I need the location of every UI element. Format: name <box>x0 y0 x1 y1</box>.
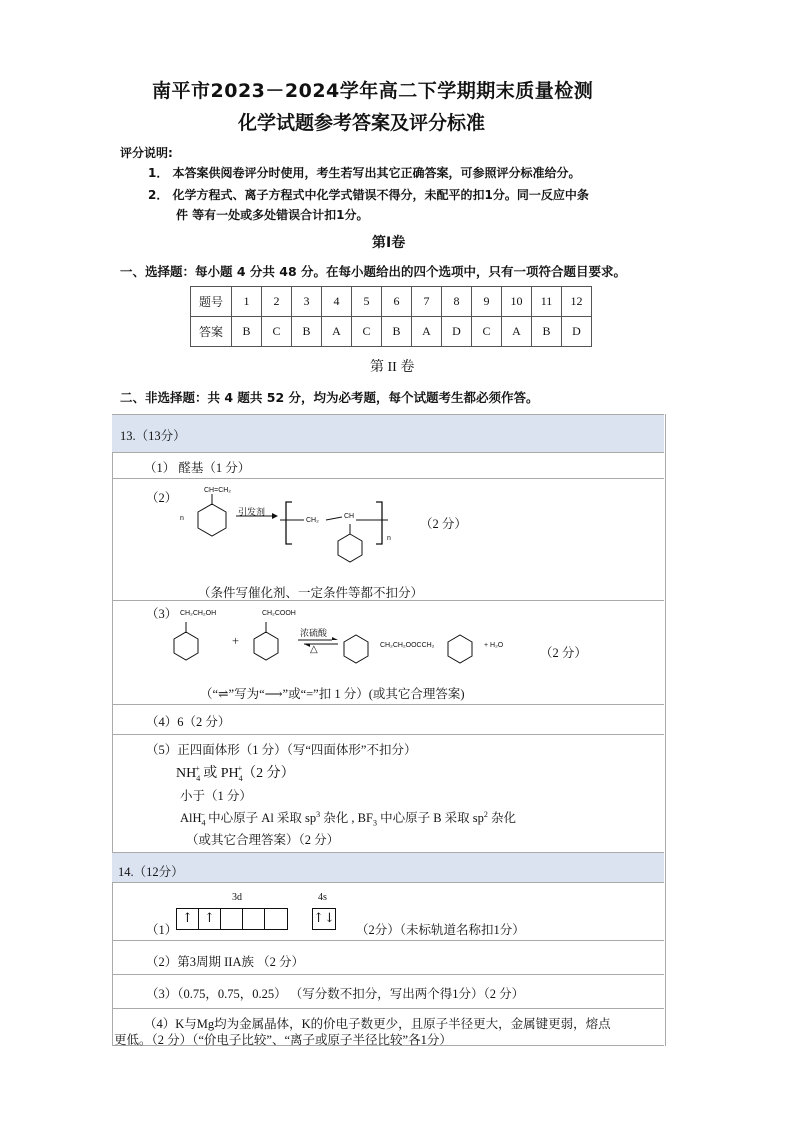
question-cell: 7 <box>412 287 442 317</box>
page-title: 南平市2023－2024学年高二下学期期末质量检测 <box>152 80 594 102</box>
polymer-ch2: CH₂ <box>306 517 319 524</box>
q14-part3: （3）（0.75，0.75，0.25） （写分数不扣分，写出两个得1分）（2 分） <box>146 987 525 1001</box>
orbital-cell: ↑↓ <box>313 911 335 926</box>
section-2-heading: 二、非选择题：共 4 题共 52 分，均为必考题，每个试题考生都必须作答。 <box>120 390 539 405</box>
heat-condition: △ <box>310 644 318 655</box>
polymerization-equation <box>180 484 400 568</box>
answer-cell: A <box>502 317 532 347</box>
answer-cell: D <box>562 317 592 347</box>
q13-header-band <box>112 414 664 452</box>
q13-part5-line4: 小于（1 分） <box>180 789 252 803</box>
esterification-equation <box>170 608 490 668</box>
orbital-4s-box <box>312 908 336 930</box>
grading-note-2-cont: 件 等有一处或多处错误合计扣1分。 <box>176 208 369 222</box>
question-cell: 8 <box>442 287 472 317</box>
answer-cell: D <box>442 317 472 347</box>
question-cell: 5 <box>352 287 382 317</box>
q13-part2-label: （2） <box>146 491 178 505</box>
orbital-cell <box>243 909 265 929</box>
answer-cell: B <box>532 317 562 347</box>
grading-note-2: 2． 化学方程式、离子方程式中化学式错误不得分，未配平的扣1分。同一反应中条 <box>148 188 589 202</box>
q13-header: 13.（13分） <box>120 429 186 443</box>
orbital-4s-label: 4s <box>318 892 327 903</box>
q13-part1: （1） 醛基（1 分） <box>144 461 251 475</box>
orbital-3d-boxes <box>176 908 288 930</box>
initiator-label: 引发剂 <box>238 507 266 517</box>
q14-part2: （2）第3周期 IIA族 （2 分） <box>146 955 304 969</box>
q13-part5-hybrid: AlH$_4$− 中心原子 Al 采取 $sp^3$ 杂化 , $BF_3$ 中心原子 B 采取 $sp^2$ 杂化 <box>180 809 517 828</box>
question-cell: 9 <box>472 287 502 317</box>
question-cell: 4 <box>322 287 352 317</box>
orbital-cell: ↑ <box>177 909 199 929</box>
question-cell: 6 <box>382 287 412 317</box>
plus-sign: + <box>232 634 240 648</box>
orbital-3d-label: 3d <box>232 892 242 903</box>
orbital-cell <box>265 909 287 929</box>
q13-part2-note: （条件写催化剂、一定条件等都不扣分） <box>198 586 424 600</box>
volume-2-heading: 第 II 卷 <box>370 360 415 375</box>
acid-substituent: CH₂COOH <box>262 610 296 617</box>
question-cell: 1 <box>232 287 262 317</box>
answer-cell: C <box>262 317 292 347</box>
answer-cell: B <box>382 317 412 347</box>
question-cell: 3 <box>292 287 322 317</box>
orbital-cell: ↑ <box>199 909 221 929</box>
q13-part5-line6: （或其它合理答案）（2 分） <box>186 833 340 847</box>
q13-part5-line1: （5）正四面体形（1 分）（写“四面体形”不扣分） <box>146 743 417 757</box>
answer-cell: B <box>292 317 322 347</box>
answer-table <box>190 286 592 347</box>
q14-part4-line1: （4）K与Mg均为金属晶体，K的价电子数更少，且原子半径更大，金属键更弱，熔点 <box>144 1017 611 1031</box>
polymer-ch: CH <box>344 513 355 520</box>
answer-cell: B <box>232 317 262 347</box>
question-cell: 10 <box>502 287 532 317</box>
polymer-n: n <box>387 535 391 542</box>
grading-note-1: 1． 本答案供阅卷评分时使用，考生若写出其它正确答案，可参照评分标准给分。 <box>148 166 581 180</box>
table-header-cell: 答案 <box>191 317 232 347</box>
table-row <box>191 287 592 317</box>
q13-part2-score: （2 分） <box>420 517 467 531</box>
q14-header: 14.（12分） <box>118 865 184 879</box>
catalyst-label: 浓硫酸 <box>300 628 328 638</box>
q14-part1-label: （1） <box>146 923 178 937</box>
q14-part4-line2: 更低。（2 分）（“价电子比较”、“离子或原子半径比较”各1分） <box>114 1033 452 1047</box>
table-row <box>191 317 592 347</box>
question-cell: 12 <box>562 287 592 317</box>
styrene-substituent: CH=CH₂ <box>204 487 232 494</box>
question-cell: 2 <box>262 287 292 317</box>
grading-notes-heading: 评分说明: <box>120 146 173 160</box>
answer-cell: A <box>412 317 442 347</box>
alcohol-substituent: CH₂CH₂OH <box>180 610 217 617</box>
orbital-cell <box>221 909 243 929</box>
table-header-cell: 题号 <box>191 287 232 317</box>
volume-1-heading: 第Ⅰ卷 <box>372 235 406 251</box>
answer-cell: C <box>352 317 382 347</box>
q13-part3-score: （2 分） <box>540 646 587 660</box>
page-subtitle: 化学试题参考答案及评分标准 <box>238 112 486 134</box>
answer-cell: A <box>322 317 352 347</box>
monomer-count: n <box>180 515 184 522</box>
ester-linkage: CH₂CH₂OOCCH₂ <box>380 642 435 649</box>
q14-part1-score: （2分）（未标轨道名称扣1分） <box>356 923 525 937</box>
q14-header-band <box>112 852 664 882</box>
water-product: + H₂O <box>484 642 504 649</box>
section-1-heading: 一、选择题：每小题 4 分共 48 分。在每小题给出的四个选项中，只有一项符合题目要求。 <box>120 264 627 279</box>
q13-part3-note: （“⇌”写为“⟶”或“=”扣 1 分）(或其它合理答案) <box>200 687 465 701</box>
q13-part5-ions: $NH_4^+$ 或 $PH_4^+(2$ 分） <box>176 764 295 783</box>
q13-part3-label: （3） <box>146 607 178 621</box>
answer-cell: C <box>472 317 502 347</box>
q13-part4: （4）6（2 分） <box>146 715 231 729</box>
question-cell: 11 <box>532 287 562 317</box>
